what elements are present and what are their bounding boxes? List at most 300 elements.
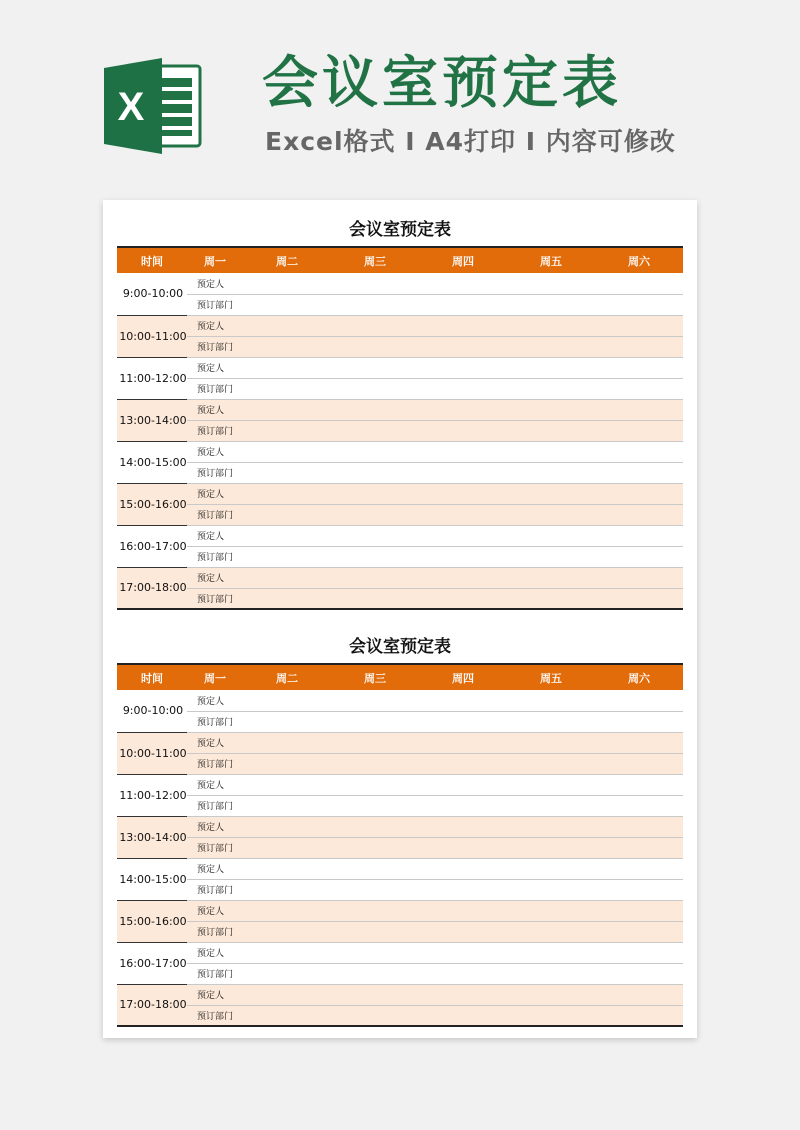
- table-row: [117, 504, 683, 525]
- column-header-day: 周二: [243, 247, 331, 273]
- booking-cell[interactable]: [595, 774, 683, 795]
- row-label: 预订部门: [197, 469, 234, 479]
- row-label: 预订部门: [197, 427, 234, 437]
- time-slot-cell: 16:00-17:00: [117, 942, 187, 984]
- booking-cell[interactable]: [595, 483, 683, 504]
- row-label: 预定人: [197, 739, 225, 749]
- column-header-day: 周一: [187, 247, 243, 273]
- booking-cell[interactable]: [419, 774, 507, 795]
- page-subtitle: Excel格式 I A4打印 I 内容可修改: [265, 127, 676, 156]
- table-row: [117, 441, 683, 462]
- booking-cell[interactable]: [419, 588, 507, 609]
- booking-cell[interactable]: [507, 858, 595, 879]
- booking-cell[interactable]: [419, 441, 507, 462]
- booking-cell[interactable]: [419, 273, 507, 294]
- row-label: 预订部门: [197, 718, 234, 728]
- booking-cell[interactable]: [507, 753, 595, 774]
- table-row: [117, 294, 683, 315]
- booking-cell[interactable]: [507, 378, 595, 399]
- row-label: 预订部门: [197, 594, 234, 605]
- table-row: [117, 378, 683, 399]
- booking-cell[interactable]: [419, 420, 507, 441]
- table-row: [117, 1005, 683, 1026]
- booking-cell[interactable]: [243, 504, 331, 525]
- table-row: [117, 462, 683, 483]
- row-label: 预订部门: [197, 343, 234, 353]
- column-header-time: 时间: [117, 664, 187, 690]
- row-label-cell: [187, 504, 243, 525]
- booking-cell[interactable]: [331, 588, 419, 609]
- table-row: [117, 336, 683, 357]
- row-label: 预定人: [197, 823, 225, 833]
- booking-cell[interactable]: [595, 504, 683, 525]
- booking-cell[interactable]: [331, 963, 419, 984]
- booking-cell[interactable]: [243, 378, 331, 399]
- booking-cell[interactable]: [419, 1005, 507, 1026]
- time-slot-cell: 14:00-15:00: [117, 858, 187, 900]
- booking-cell[interactable]: [419, 858, 507, 879]
- booking-cell[interactable]: [595, 399, 683, 420]
- booking-cell[interactable]: [507, 441, 595, 462]
- row-label-cell: [187, 1005, 243, 1026]
- row-label-cell: [187, 588, 243, 609]
- booking-cell[interactable]: [331, 273, 419, 294]
- row-label-cell: [187, 378, 243, 399]
- booking-cell[interactable]: [243, 732, 331, 753]
- logo-letter: X: [117, 85, 145, 129]
- row-label-cell: [187, 858, 243, 879]
- booking-cell[interactable]: [243, 816, 331, 837]
- booking-cell[interactable]: [419, 900, 507, 921]
- row-label: 预订部门: [197, 553, 234, 563]
- table-row: [117, 399, 683, 420]
- booking-cell[interactable]: [419, 711, 507, 732]
- time-slot-cell: 15:00-16:00: [117, 483, 187, 525]
- booking-cell[interactable]: [243, 588, 331, 609]
- booking-cell[interactable]: [595, 588, 683, 609]
- booking-cell[interactable]: [507, 921, 595, 942]
- booking-cell[interactable]: [507, 963, 595, 984]
- booking-cell[interactable]: [331, 774, 419, 795]
- booking-cell[interactable]: [419, 879, 507, 900]
- table-row: [117, 357, 683, 378]
- table-row: [117, 567, 683, 588]
- row-label: 预定人: [197, 991, 225, 1001]
- table-row: [117, 942, 683, 963]
- booking-cell[interactable]: [331, 357, 419, 378]
- row-label-cell: [187, 984, 243, 1005]
- row-label-cell: [187, 879, 243, 900]
- booking-cell[interactable]: [595, 795, 683, 816]
- spreadsheet-sheet: [103, 200, 697, 1038]
- row-label-cell: [187, 753, 243, 774]
- booking-cell[interactable]: [243, 879, 331, 900]
- booking-cell[interactable]: [419, 984, 507, 1005]
- booking-cell[interactable]: [595, 420, 683, 441]
- booking-cell[interactable]: [243, 315, 331, 336]
- table-title: 会议室预定表: [349, 220, 451, 240]
- booking-cell[interactable]: [595, 441, 683, 462]
- column-header-day: 周一: [187, 664, 243, 690]
- time-slot-cell: 17:00-18:00: [117, 567, 187, 609]
- booking-cell[interactable]: [419, 963, 507, 984]
- booking-cell[interactable]: [507, 837, 595, 858]
- booking-cell[interactable]: [331, 711, 419, 732]
- time-slot-cell: 10:00-11:00: [117, 732, 187, 774]
- booking-cell[interactable]: [243, 858, 331, 879]
- booking-cell[interactable]: [331, 546, 419, 567]
- booking-cell[interactable]: [243, 357, 331, 378]
- booking-cell[interactable]: [419, 336, 507, 357]
- booking-cell[interactable]: [595, 462, 683, 483]
- row-label: 预定人: [197, 781, 225, 791]
- column-header-day: 周三: [331, 247, 419, 273]
- booking-cell[interactable]: [331, 504, 419, 525]
- booking-cell[interactable]: [419, 753, 507, 774]
- booking-table-block-1: [117, 214, 683, 610]
- booking-cell[interactable]: [507, 483, 595, 504]
- booking-table-block-2: [117, 631, 683, 1027]
- row-label-cell: [187, 921, 243, 942]
- booking-cell[interactable]: [419, 567, 507, 588]
- booking-cell[interactable]: [507, 1005, 595, 1026]
- row-label-cell: [187, 942, 243, 963]
- booking-cell[interactable]: [507, 711, 595, 732]
- page-header: [0, 0, 800, 190]
- row-label-cell: [187, 774, 243, 795]
- table-row: [117, 879, 683, 900]
- row-label-cell: [187, 816, 243, 837]
- row-label-cell: [187, 273, 243, 294]
- column-header-day: 周三: [331, 664, 419, 690]
- booking-cell[interactable]: [419, 294, 507, 315]
- booking-cell[interactable]: [331, 1005, 419, 1026]
- booking-cell[interactable]: [595, 858, 683, 879]
- table-row: [117, 711, 683, 732]
- table-row: [117, 753, 683, 774]
- row-label: 预订部门: [197, 970, 234, 980]
- booking-cell[interactable]: [595, 525, 683, 546]
- column-header-day: 周六: [595, 664, 683, 690]
- booking-cell[interactable]: [419, 378, 507, 399]
- row-label: 预订部门: [197, 802, 234, 812]
- table-row: [117, 963, 683, 984]
- time-slot-cell: 13:00-14:00: [117, 399, 187, 441]
- booking-cell[interactable]: [243, 483, 331, 504]
- booking-cell[interactable]: [595, 546, 683, 567]
- booking-cell[interactable]: [507, 690, 595, 711]
- booking-cell[interactable]: [595, 732, 683, 753]
- booking-cell[interactable]: [243, 1005, 331, 1026]
- booking-cell[interactable]: [243, 462, 331, 483]
- time-slot-cell: 10:00-11:00: [117, 315, 187, 357]
- booking-cell[interactable]: [243, 336, 331, 357]
- row-label: 预定人: [197, 406, 225, 416]
- booking-cell[interactable]: [419, 315, 507, 336]
- booking-cell[interactable]: [243, 900, 331, 921]
- row-label-cell: [187, 441, 243, 462]
- booking-cell[interactable]: [595, 900, 683, 921]
- row-label-cell: [187, 525, 243, 546]
- booking-cell[interactable]: [331, 525, 419, 546]
- table-row: [117, 984, 683, 1005]
- column-header-day: 周四: [419, 247, 507, 273]
- booking-cell[interactable]: [419, 690, 507, 711]
- booking-cell[interactable]: [507, 294, 595, 315]
- row-label: 预定人: [197, 696, 225, 707]
- row-label-cell: [187, 483, 243, 504]
- booking-cell[interactable]: [507, 816, 595, 837]
- booking-cell[interactable]: [507, 795, 595, 816]
- booking-cell[interactable]: [595, 753, 683, 774]
- row-label: 预订部门: [197, 301, 234, 311]
- page-title: 会议室预定表: [262, 51, 622, 116]
- table-row: [117, 525, 683, 546]
- booking-cell[interactable]: [243, 690, 331, 711]
- booking-cell[interactable]: [507, 774, 595, 795]
- row-label: 预定人: [197, 865, 225, 875]
- booking-cell[interactable]: [507, 942, 595, 963]
- row-label: 预定人: [197, 532, 225, 542]
- time-slot-cell: 11:00-12:00: [117, 774, 187, 816]
- table-row: [117, 315, 683, 336]
- booking-cell[interactable]: [507, 357, 595, 378]
- booking-cell[interactable]: [331, 837, 419, 858]
- row-label-cell: [187, 357, 243, 378]
- booking-cell[interactable]: [419, 399, 507, 420]
- booking-cell[interactable]: [419, 546, 507, 567]
- booking-cell[interactable]: [419, 816, 507, 837]
- booking-cell[interactable]: [243, 294, 331, 315]
- row-label: 预订部门: [197, 385, 234, 395]
- booking-cell[interactable]: [419, 504, 507, 525]
- booking-cell[interactable]: [419, 525, 507, 546]
- booking-cell[interactable]: [595, 711, 683, 732]
- row-label: 预定人: [197, 574, 225, 584]
- booking-cell[interactable]: [243, 774, 331, 795]
- booking-cell[interactable]: [331, 378, 419, 399]
- booking-cell[interactable]: [331, 336, 419, 357]
- time-slot-cell: 9:00-10:00: [117, 273, 187, 315]
- time-slot-cell: 13:00-14:00: [117, 816, 187, 858]
- column-header-day: 周五: [507, 664, 595, 690]
- booking-cell[interactable]: [507, 420, 595, 441]
- row-label-cell: [187, 294, 243, 315]
- booking-cell[interactable]: [243, 525, 331, 546]
- booking-cell[interactable]: [331, 294, 419, 315]
- booking-cell[interactable]: [419, 921, 507, 942]
- row-label-cell: [187, 711, 243, 732]
- booking-cell[interactable]: [331, 795, 419, 816]
- row-label-cell: [187, 399, 243, 420]
- booking-cell[interactable]: [243, 273, 331, 294]
- row-label: 预订部门: [197, 1011, 234, 1022]
- row-label: 预定人: [197, 364, 225, 374]
- booking-cell[interactable]: [507, 525, 595, 546]
- booking-cell[interactable]: [331, 921, 419, 942]
- booking-cell[interactable]: [507, 588, 595, 609]
- booking-cell[interactable]: [331, 942, 419, 963]
- booking-cell[interactable]: [243, 399, 331, 420]
- row-label-cell: [187, 837, 243, 858]
- table-header-row: [117, 664, 683, 690]
- booking-cell[interactable]: [331, 732, 419, 753]
- booking-cell[interactable]: [595, 567, 683, 588]
- booking-cell[interactable]: [243, 942, 331, 963]
- booking-cell[interactable]: [331, 567, 419, 588]
- row-label: 预订部门: [197, 760, 234, 770]
- booking-cell[interactable]: [507, 399, 595, 420]
- row-label-cell: [187, 795, 243, 816]
- booking-cell[interactable]: [331, 984, 419, 1005]
- time-slot-cell: 14:00-15:00: [117, 441, 187, 483]
- excel-logo-icon: [104, 58, 204, 154]
- booking-cell[interactable]: [419, 795, 507, 816]
- booking-cell[interactable]: [331, 483, 419, 504]
- table-header-row: [117, 247, 683, 273]
- table-row: [117, 774, 683, 795]
- table-row: [117, 732, 683, 753]
- row-label-cell: [187, 336, 243, 357]
- row-label: 预定人: [197, 448, 225, 458]
- booking-cell[interactable]: [331, 753, 419, 774]
- booking-cell[interactable]: [419, 732, 507, 753]
- row-label-cell: [187, 462, 243, 483]
- booking-cell[interactable]: [331, 879, 419, 900]
- row-label: 预定人: [197, 490, 225, 500]
- booking-cell[interactable]: [243, 711, 331, 732]
- booking-cell[interactable]: [507, 732, 595, 753]
- row-label-cell: [187, 315, 243, 336]
- booking-cell[interactable]: [595, 357, 683, 378]
- table-row: [117, 690, 683, 711]
- booking-cell[interactable]: [243, 546, 331, 567]
- row-label-cell: [187, 690, 243, 711]
- booking-cell[interactable]: [419, 483, 507, 504]
- booking-cell[interactable]: [595, 963, 683, 984]
- row-label-cell: [187, 732, 243, 753]
- column-header-time: 时间: [117, 247, 187, 273]
- time-slot-cell: 16:00-17:00: [117, 525, 187, 567]
- row-label: 预定人: [197, 322, 225, 332]
- booking-cell[interactable]: [595, 1005, 683, 1026]
- time-slot-cell: 9:00-10:00: [117, 690, 187, 732]
- booking-cell[interactable]: [595, 378, 683, 399]
- column-header-day: 周五: [507, 247, 595, 273]
- booking-cell[interactable]: [595, 816, 683, 837]
- row-label-cell: [187, 420, 243, 441]
- row-label: 预定人: [197, 949, 225, 959]
- booking-cell[interactable]: [331, 315, 419, 336]
- row-label-cell: [187, 963, 243, 984]
- booking-cell[interactable]: [331, 399, 419, 420]
- row-label: 预定人: [197, 907, 225, 917]
- booking-cell[interactable]: [595, 273, 683, 294]
- booking-cell[interactable]: [595, 336, 683, 357]
- booking-cell[interactable]: [595, 984, 683, 1005]
- row-label-cell: [187, 546, 243, 567]
- table-row: [117, 900, 683, 921]
- table-row: [117, 483, 683, 504]
- booking-cell[interactable]: [507, 315, 595, 336]
- row-label-cell: [187, 567, 243, 588]
- booking-cell[interactable]: [331, 441, 419, 462]
- booking-cell[interactable]: [419, 462, 507, 483]
- booking-cell[interactable]: [243, 837, 331, 858]
- booking-cell[interactable]: [595, 921, 683, 942]
- booking-cell[interactable]: [595, 942, 683, 963]
- booking-cell[interactable]: [595, 294, 683, 315]
- booking-cell[interactable]: [595, 837, 683, 858]
- booking-cell[interactable]: [331, 420, 419, 441]
- row-label: 预订部门: [197, 886, 234, 896]
- booking-cell[interactable]: [507, 273, 595, 294]
- table-row: [117, 273, 683, 294]
- booking-cell[interactable]: [243, 795, 331, 816]
- booking-cell[interactable]: [507, 900, 595, 921]
- table-row: [117, 921, 683, 942]
- booking-cell[interactable]: [507, 879, 595, 900]
- table-title: 会议室预定表: [349, 637, 451, 657]
- booking-cell[interactable]: [243, 753, 331, 774]
- booking-cell[interactable]: [419, 942, 507, 963]
- table-row: [117, 858, 683, 879]
- row-label: 预订部门: [197, 844, 234, 854]
- table-row: [117, 816, 683, 837]
- column-header-day: 周六: [595, 247, 683, 273]
- booking-cell[interactable]: [507, 504, 595, 525]
- booking-cell[interactable]: [419, 837, 507, 858]
- booking-cell[interactable]: [507, 336, 595, 357]
- booking-cell[interactable]: [507, 546, 595, 567]
- table-row: [117, 795, 683, 816]
- table-row: [117, 588, 683, 609]
- booking-table: [117, 663, 683, 1027]
- time-slot-cell: 17:00-18:00: [117, 984, 187, 1026]
- booking-cell[interactable]: [419, 357, 507, 378]
- row-label: 预订部门: [197, 511, 234, 521]
- booking-table: [117, 246, 683, 610]
- booking-cell[interactable]: [331, 858, 419, 879]
- booking-cell[interactable]: [507, 984, 595, 1005]
- column-header-day: 周二: [243, 664, 331, 690]
- booking-cell[interactable]: [243, 984, 331, 1005]
- booking-cell[interactable]: [331, 816, 419, 837]
- time-slot-cell: 11:00-12:00: [117, 357, 187, 399]
- booking-cell[interactable]: [331, 690, 419, 711]
- booking-cell[interactable]: [595, 879, 683, 900]
- booking-cell[interactable]: [243, 420, 331, 441]
- booking-cell[interactable]: [595, 315, 683, 336]
- column-header-day: 周四: [419, 664, 507, 690]
- booking-cell[interactable]: [243, 921, 331, 942]
- row-label-cell: [187, 900, 243, 921]
- booking-cell[interactable]: [507, 462, 595, 483]
- booking-cell[interactable]: [595, 690, 683, 711]
- booking-cell[interactable]: [243, 441, 331, 462]
- row-label: 预订部门: [197, 928, 234, 938]
- booking-cell[interactable]: [243, 567, 331, 588]
- row-label: 预定人: [197, 279, 225, 290]
- table-row: [117, 837, 683, 858]
- booking-cell[interactable]: [243, 963, 331, 984]
- table-row: [117, 546, 683, 567]
- booking-cell[interactable]: [507, 567, 595, 588]
- table-row: [117, 420, 683, 441]
- time-slot-cell: 15:00-16:00: [117, 900, 187, 942]
- booking-cell[interactable]: [331, 462, 419, 483]
- booking-cell[interactable]: [331, 900, 419, 921]
